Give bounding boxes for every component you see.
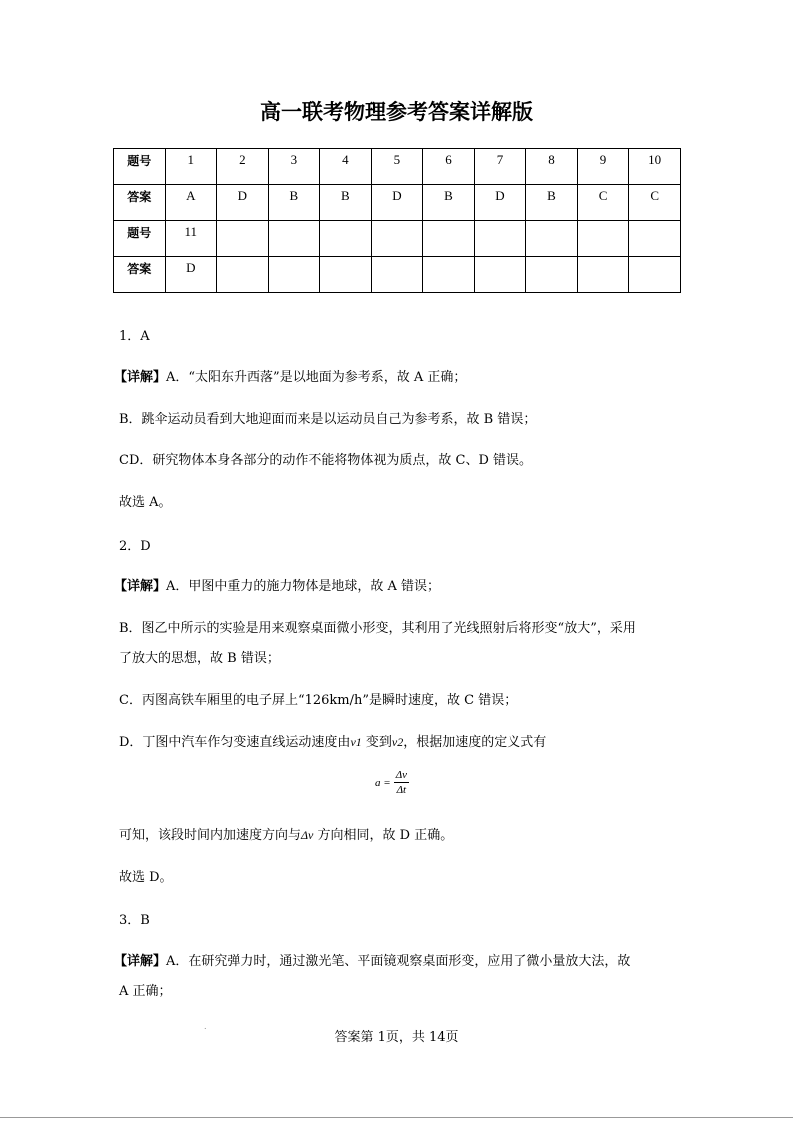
table-cell: B (268, 185, 320, 221)
v1-symbol: v1 (350, 735, 362, 749)
table-cell-header: 题号 (114, 221, 166, 257)
q2-line5-text-b: 变到 (361, 735, 392, 750)
table-cell (320, 221, 372, 257)
table-cell (268, 221, 320, 257)
formula-numerator: Δv (395, 769, 408, 781)
q1-line3: CD．研究物体本身各部分的动作不能将物体视为质点，故 C、D 错误。 (119, 453, 533, 468)
table-cell (371, 257, 423, 293)
page-footer: 答案第 1页，共 14页 (334, 1030, 459, 1045)
table-cell (577, 221, 629, 257)
table-cell (629, 257, 681, 293)
q1-line4: 故选 A。 (119, 495, 172, 510)
table-cell: D (165, 257, 217, 293)
q2-line4: C．丙图高铁车厢里的电子屏上“126km/h”是瞬时速度，故 C 错误； (119, 693, 518, 708)
q1-line1 (114, 366, 466, 385)
q2-line1-text: A．甲图中重力的施力物体是地球，故 A 错误； (166, 579, 441, 594)
table-cell (629, 221, 681, 257)
table-cell (526, 257, 578, 293)
formula-lhs: a = (375, 776, 391, 789)
table-cell: B (423, 185, 475, 221)
page-title: 高一联考物理参考答案详解版 (260, 100, 533, 124)
q2-line6-text-b: 方向相同，故 D 正确。 (313, 828, 454, 843)
table-cell: 4 (320, 149, 372, 185)
table-row (114, 257, 681, 293)
q3-line1-text: A．在研究弹力时，通过激光笔、平面镜观察桌面形变，应用了微小量放大法，故 (166, 954, 631, 969)
table-cell: 10 (629, 149, 681, 185)
q3-line2: A 正确； (119, 984, 172, 999)
q2-line5 (119, 731, 546, 750)
bottom-divider (0, 1117, 793, 1118)
table-cell: 9 (577, 149, 629, 185)
table-cell (577, 257, 629, 293)
q2-line1 (114, 575, 440, 594)
table-cell (371, 221, 423, 257)
table-cell (474, 221, 526, 257)
detail-label: 【详解】 (114, 579, 167, 594)
table-cell: 1 (165, 149, 217, 185)
q2-heading: 2．D (119, 539, 151, 554)
v2-symbol: v2 (391, 735, 404, 749)
table-cell (474, 257, 526, 293)
table-cell: 6 (423, 149, 475, 185)
formula-fraction (394, 768, 409, 797)
answer-table (113, 148, 681, 293)
table-cell: 7 (474, 149, 526, 185)
table-cell (423, 257, 475, 293)
table-cell: C (577, 185, 629, 221)
acceleration-formula (375, 768, 409, 797)
q3-heading: 3．B (119, 913, 150, 928)
table-cell: D (474, 185, 526, 221)
q2-line2: B．图乙中所示的实验是用来观察桌面微小形变，其利用了光线照射后将形变“放大”，采用 (119, 621, 636, 636)
table-cell (268, 257, 320, 293)
table-cell: 11 (165, 221, 217, 257)
q2-line5-text-c: ，根据加速度的定义式有 (403, 735, 547, 750)
table-row (114, 149, 681, 185)
table-cell: B (526, 185, 578, 221)
table-cell: D (217, 185, 269, 221)
table-cell: B (320, 185, 372, 221)
q1-line1-text: A．“太阳东升西落”是以地面为参考系，故 A 正确； (166, 370, 467, 385)
q2-line5-text-a: D．丁图中汽车作匀变速直线运动速度由 (119, 735, 351, 750)
table-cell-header: 答案 (114, 185, 166, 221)
q3-line1 (114, 950, 630, 969)
table-row (114, 221, 681, 257)
table-cell (526, 221, 578, 257)
q1-line2: B．跳伞运动员看到大地迎面而来是以运动员自己为参考系，故 B 错误； (119, 412, 537, 427)
table-cell (423, 221, 475, 257)
table-cell: 5 (371, 149, 423, 185)
table-cell: 8 (526, 149, 578, 185)
formula-denominator: Δt (396, 784, 407, 796)
table-cell: C (629, 185, 681, 221)
detail-label: 【详解】 (114, 370, 167, 385)
scan-dot: . (204, 1022, 207, 1031)
table-cell-header: 题号 (114, 149, 166, 185)
table-cell: 2 (217, 149, 269, 185)
table-cell: A (165, 185, 217, 221)
q1-heading: 1．A (119, 329, 150, 344)
table-cell (320, 257, 372, 293)
q2-line6 (119, 824, 453, 843)
detail-label: 【详解】 (114, 954, 167, 969)
delta-v-symbol: Δv (301, 828, 314, 842)
table-row (114, 185, 681, 221)
table-cell: D (371, 185, 423, 221)
table-cell (217, 221, 269, 257)
table-cell (217, 257, 269, 293)
q2-line6-text-a: 可知，该段时间内加速度方向与 (119, 828, 302, 843)
q2-line3: 了放大的思想，故 B 错误； (119, 651, 280, 666)
table-cell: 3 (268, 149, 320, 185)
q2-line7: 故选 D。 (119, 870, 173, 885)
table-cell-header: 答案 (114, 257, 166, 293)
